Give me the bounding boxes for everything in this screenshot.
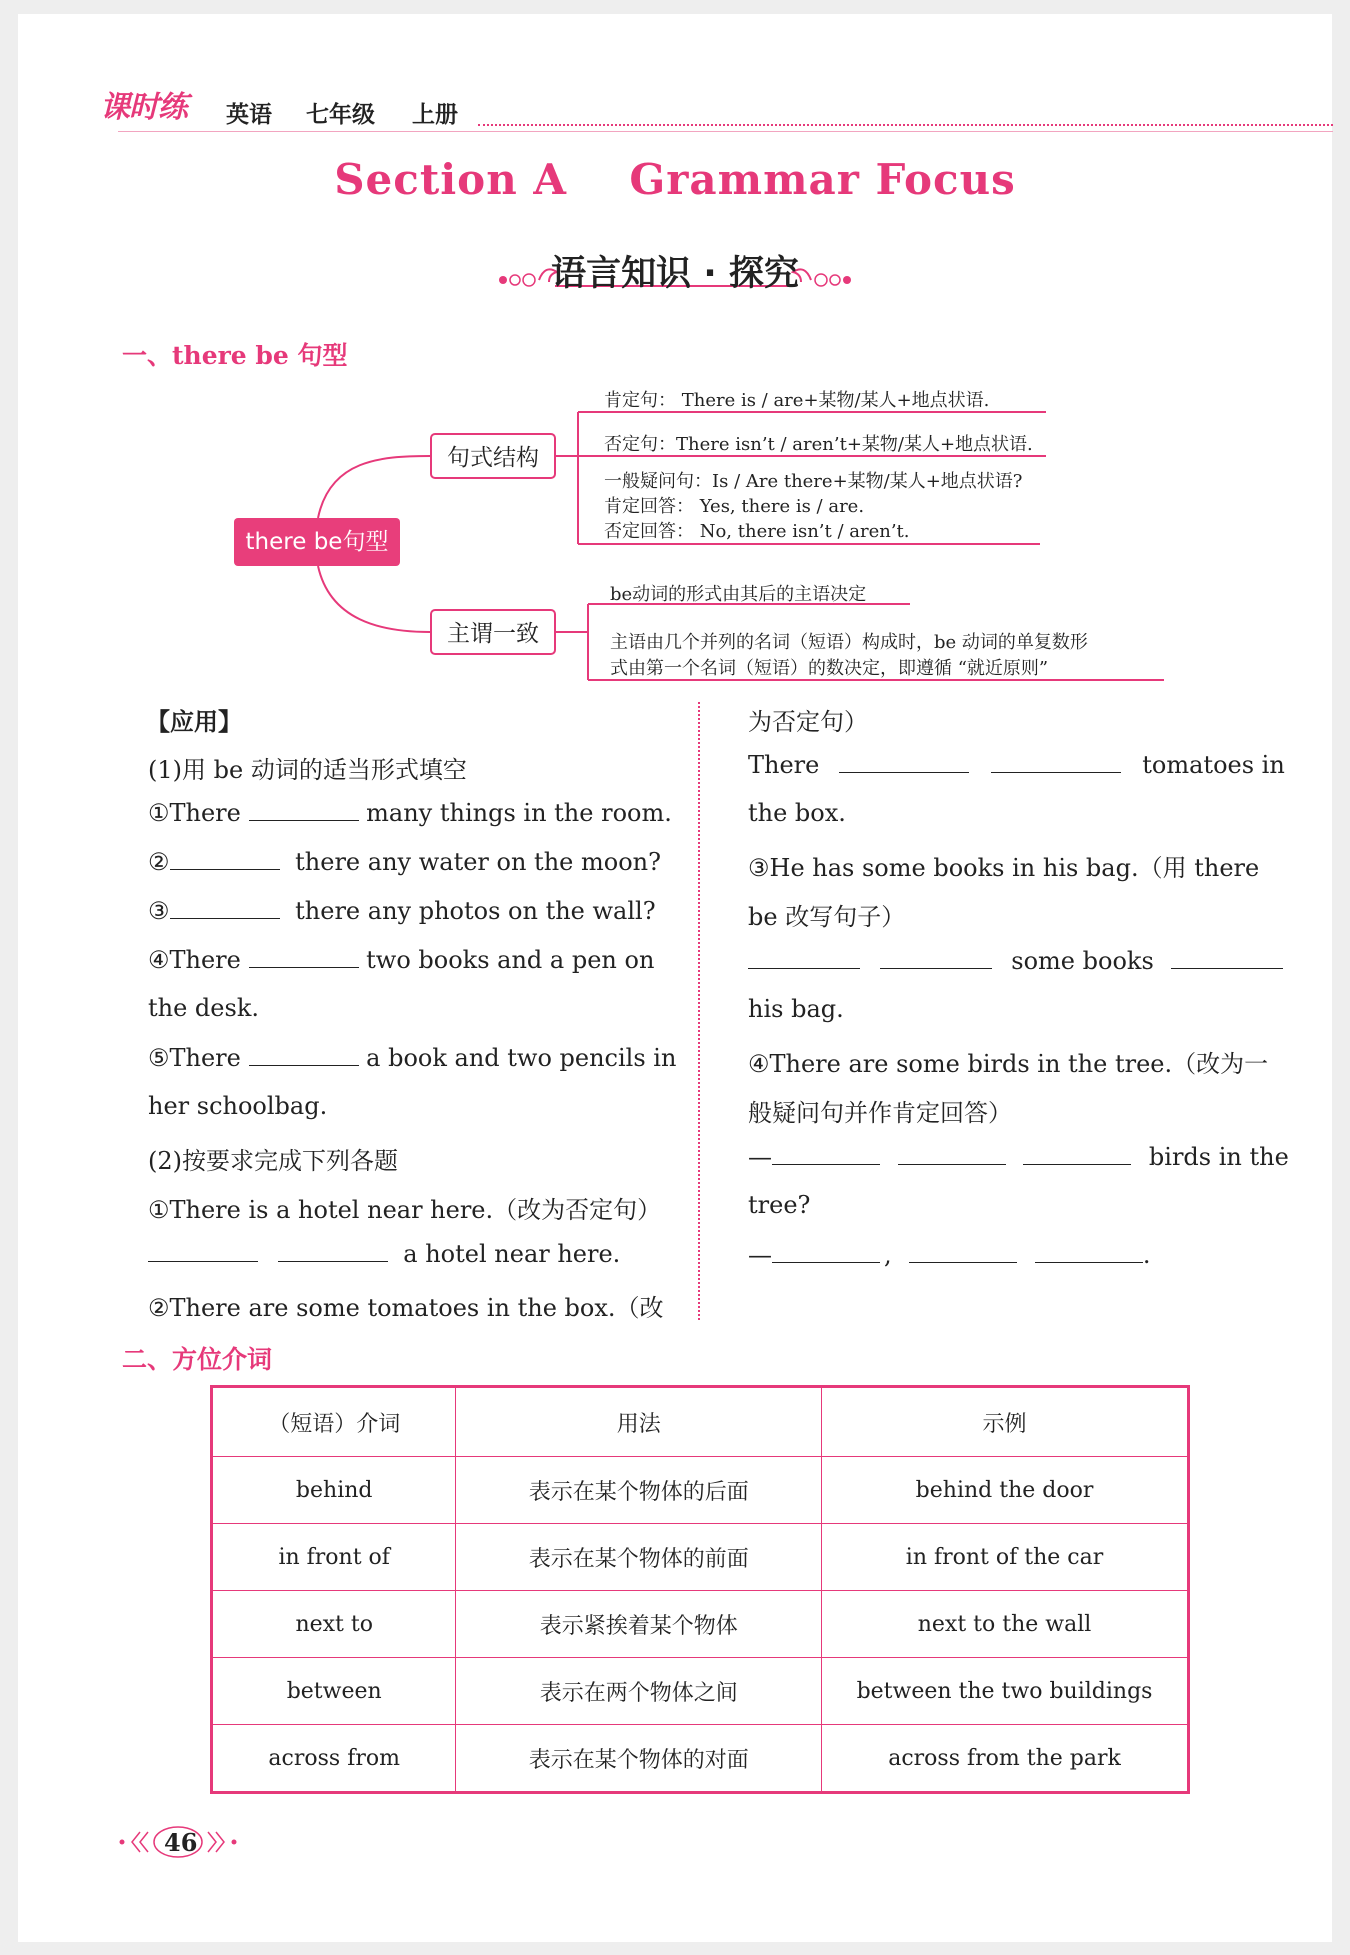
q2-end: there any water on the moon?	[295, 848, 661, 876]
p4-question-cont: 般疑问句并作肯定回答）	[748, 1099, 1012, 1127]
q5-cont: her schoolbag.	[148, 1092, 328, 1120]
table-row	[212, 1524, 1189, 1591]
mindmap-rule2-line1: 主语由几个并列的名词（短语）构成时，be 动词的单复数形	[610, 632, 1088, 653]
p3-question-cont: be 改写句子）	[748, 903, 906, 931]
column-divider	[698, 702, 700, 1320]
table-cell: between the two buildings	[822, 1658, 1189, 1725]
answer-period: .	[1142, 1241, 1151, 1269]
table-cell: next to	[212, 1591, 456, 1658]
mindmap-rule2-line2: 式由第一个名词（短语）的数决定，即遵循 “就近原则”	[610, 658, 1049, 679]
p1-tail: a hotel near here.	[403, 1240, 621, 1268]
mindmap-question: 一般疑问句：Is / Are there+某物/某人+地点状语?	[604, 471, 1023, 492]
p2-question-cont: 为否定句）	[748, 708, 868, 736]
table-row	[212, 1725, 1189, 1793]
p3-answer	[748, 946, 1283, 975]
mindmap-negative: 否定句：There isn’t / aren’t+某物/某人+地点状语.	[604, 434, 1033, 455]
table-row	[212, 1457, 1189, 1524]
table-cell: between	[212, 1658, 456, 1725]
table-cell: 表示在某个物体的后面	[456, 1457, 822, 1524]
answer-blank[interactable]	[880, 946, 992, 969]
brand-logo: 课时练	[100, 90, 187, 125]
q2-start: ②	[148, 848, 170, 876]
q1-end: many things in the room.	[366, 799, 672, 827]
answer-blank[interactable]	[170, 847, 280, 870]
q1-start: ①There	[148, 799, 241, 827]
answer-blank[interactable]	[1171, 946, 1283, 969]
page-number: 46	[164, 1828, 198, 1857]
p2-start: There	[748, 751, 820, 779]
q4	[148, 945, 654, 974]
answer-comma: ,	[884, 1241, 892, 1269]
p3-mid: some books	[1011, 947, 1154, 975]
q4-cont: the desk.	[148, 994, 259, 1022]
answer-blank[interactable]	[249, 945, 359, 968]
table-cell: in front of	[212, 1524, 456, 1591]
answer-blank[interactable]	[772, 1142, 880, 1165]
q3-start: ③	[148, 897, 170, 925]
answer-blank[interactable]	[748, 946, 860, 969]
answer-blank[interactable]	[249, 798, 359, 821]
p1-answer	[148, 1239, 620, 1268]
mindmap-root: there be句型	[234, 518, 400, 566]
p3-tail: his bag.	[748, 995, 844, 1023]
table-row	[212, 1591, 1189, 1658]
section-banner-title: 语言知识 · 探究	[551, 254, 799, 294]
p2-end: tomatoes in	[1142, 751, 1285, 779]
p4-tail-cont: tree?	[748, 1191, 811, 1219]
table-header: 示例	[822, 1387, 1189, 1457]
q4-start: ④There	[148, 946, 241, 974]
p4-tail: birds in the	[1148, 1143, 1289, 1171]
mindmap-rule1: be动词的形式由其后的主语决定	[610, 584, 867, 605]
table-cell: across from	[212, 1725, 456, 1793]
q3	[148, 896, 656, 925]
table-cell: behind the door	[822, 1457, 1189, 1524]
table-cell: 表示在某个物体的对面	[456, 1725, 822, 1793]
answer-blank[interactable]	[148, 1239, 258, 1262]
header-subject: 英语	[226, 102, 272, 128]
table-row	[212, 1658, 1189, 1725]
page-title: Section A Grammar Focus	[334, 155, 1016, 204]
table-header: （短语）介词	[212, 1387, 456, 1457]
mindmap-no-answer: 否定回答： No, there isn’t / aren’t.	[604, 521, 910, 542]
table-cell: 表示在某个物体的前面	[456, 1524, 822, 1591]
p4-answer-question	[748, 1142, 1289, 1171]
table-cell: across from the park	[822, 1725, 1189, 1793]
table-cell: behind	[212, 1457, 456, 1524]
answer-blank[interactable]	[249, 1043, 359, 1066]
header-grade: 七年级	[306, 102, 375, 128]
prepositions-table	[210, 1385, 1190, 1794]
answer-dash: —	[748, 1143, 772, 1171]
p2-question: ②There are some tomatoes in the box.（改	[148, 1294, 664, 1322]
application-heading: 【应用】	[146, 708, 242, 736]
q5-end: a book and two pencils in	[366, 1044, 677, 1072]
p2-answer	[748, 750, 1285, 779]
answer-blank[interactable]	[909, 1240, 1017, 1263]
p1-question: ①There is a hotel near here.（改为否定句）	[148, 1196, 662, 1224]
answer-dash: —	[748, 1241, 772, 1269]
mindmap-node-structure: 句式结构	[430, 433, 556, 479]
answer-blank[interactable]	[1035, 1240, 1143, 1263]
answer-blank[interactable]	[991, 750, 1121, 773]
p2-answer-cont: the box.	[748, 799, 846, 827]
table-header-row	[212, 1387, 1189, 1457]
mindmap-affirmative: 肯定句： There is / are+某物/某人+地点状语.	[604, 390, 990, 411]
p4-answer-reply	[748, 1240, 1151, 1269]
table-cell: in front of the car	[822, 1524, 1189, 1591]
part2-title: (2)按要求完成下列各题	[148, 1147, 398, 1175]
q2	[148, 847, 661, 876]
table-cell: next to the wall	[822, 1591, 1189, 1658]
table-cell: 表示在两个物体之间	[456, 1658, 822, 1725]
q4-end: two books and a pen on	[366, 946, 655, 974]
answer-blank[interactable]	[1023, 1142, 1131, 1165]
q3-end: there any photos on the wall?	[295, 897, 656, 925]
table-cell: 表示紧挨着某个物体	[456, 1591, 822, 1658]
part1-title: (1)用 be 动词的适当形式填空	[148, 756, 467, 784]
answer-blank[interactable]	[278, 1239, 388, 1262]
answer-blank[interactable]	[898, 1142, 1006, 1165]
mindmap-yes-answer: 肯定回答： Yes, there is / are.	[604, 496, 865, 517]
answer-blank[interactable]	[170, 896, 280, 919]
q5	[148, 1043, 676, 1072]
header-volume: 上册	[412, 102, 458, 128]
section1-heading: 一、there be 句型	[122, 341, 348, 370]
section2-heading: 二、方位介词	[122, 1345, 273, 1374]
answer-blank[interactable]	[839, 750, 969, 773]
q5-start: ⑤There	[148, 1044, 241, 1072]
p3-question: ③He has some books in his bag.（用 there	[748, 854, 1260, 882]
table-header: 用法	[456, 1387, 822, 1457]
p4-question: ④There are some birds in the tree.（改为一	[748, 1050, 1269, 1078]
q1	[148, 798, 672, 827]
answer-blank[interactable]	[772, 1240, 880, 1263]
mindmap-node-agreement: 主谓一致	[430, 609, 556, 655]
